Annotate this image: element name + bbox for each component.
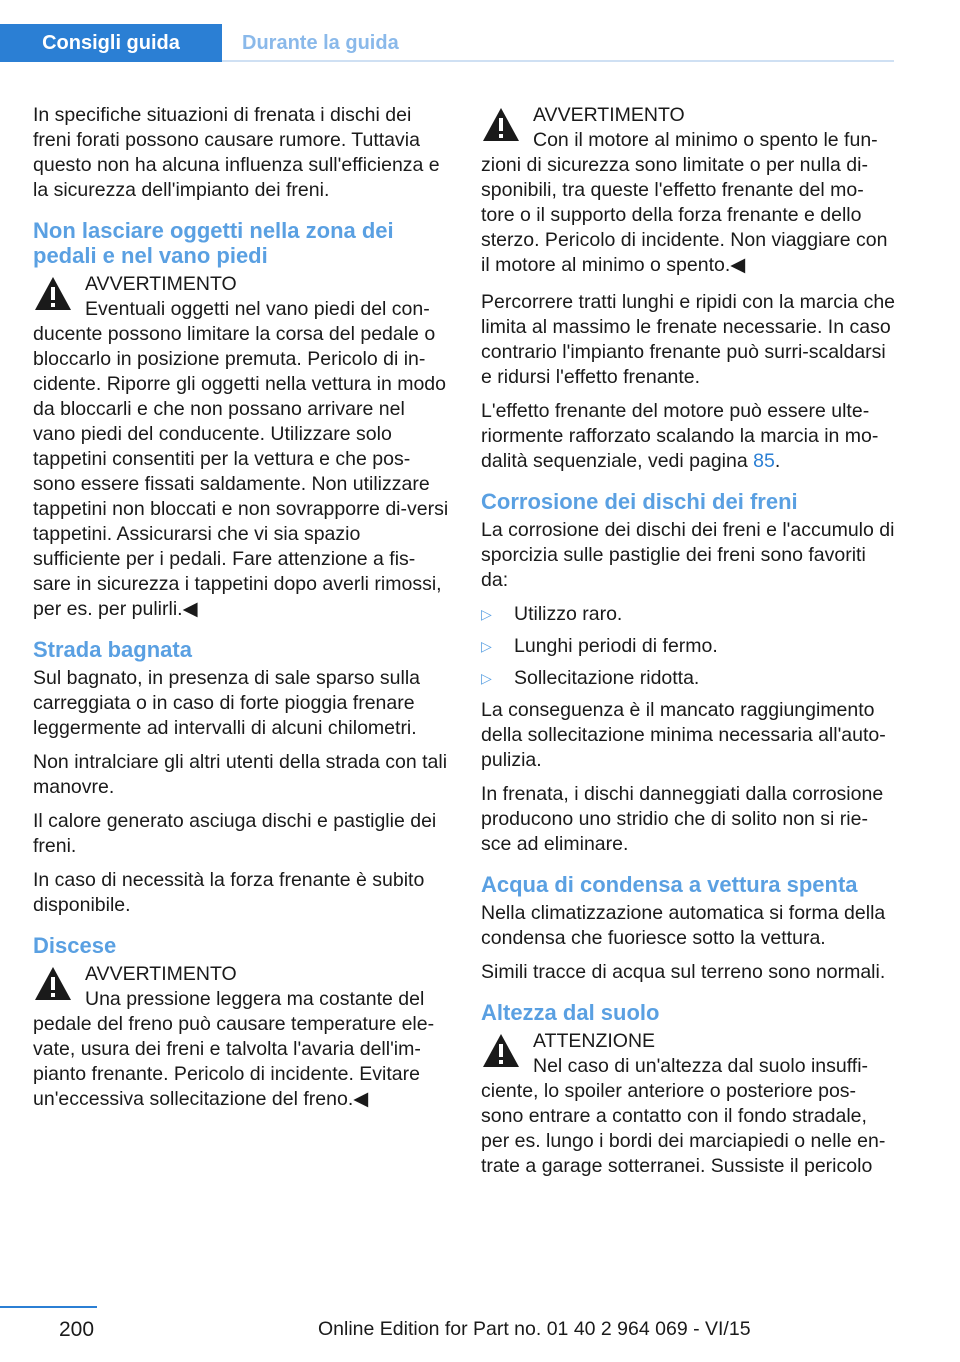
heading-discese: Discese [33,933,117,958]
warning-block [33,962,449,1112]
warning-block [33,272,449,622]
page-link[interactable]: 85 [753,450,775,472]
list-item-text: Utilizzo raro. [514,603,623,625]
list-item [481,602,897,627]
paragraph: La conseguenza è il mancato raggiungimento della sollecitazione minima necessaria all'auto-pulizia. [481,699,886,771]
right-column [481,103,897,1191]
warning-icon [481,106,521,144]
list-item-text: Sollecitazione ridotta. [514,667,700,689]
triangle-bullet-icon: ▷ [481,670,492,686]
triangle-bullet-icon: ▷ [481,606,492,622]
warning-title: AVVERTIMENTO [85,963,237,985]
heading-strada-bagnata: Strada bagnata [33,637,192,662]
heading-corrosione: Corrosione dei dischi dei freni [481,489,798,514]
paragraph-end: . [774,450,781,472]
warning-text: zioni di sicurezza sono limitate o per nulla di-sponibili, tra queste l'effetto frenante del mo-tore o il supporto della forza frenante e dello sterzo. Pericolo di incidente. Non viaggiare con il motore al minimo o spento.◀ [481,154,888,276]
list-item-text: Lunghi periodi di fermo. [514,635,718,657]
paragraph: Non intralciare gli altri utenti della strada con tali manovre. [33,751,448,798]
page-number: 200 [59,1318,95,1341]
header-divider [222,60,894,62]
list-item [481,634,897,659]
warning-text-first: Nel caso di un'altezza dal suolo insuffi- [533,1055,869,1077]
tab-consigli-guida[interactable]: Consigli guida [0,24,222,62]
tab-durante-la-guida[interactable]: Durante la guida [242,31,399,54]
footer-accent-bar [0,1306,97,1308]
warning-title: ATTENZIONE [533,1030,656,1052]
intro-paragraph: In specifiche situazioni di frenata i dischi dei freni forati possono causare rumore. Tuttavia questo non ha alcuna influenza sull'efficienza e la sicurezza dell'impianto dei freni. [33,104,440,201]
triangle-bullet-icon: ▷ [481,638,492,654]
list-item [481,666,897,691]
bullet-list [481,602,897,691]
warning-block [481,103,897,278]
warning-text-first: Una pressione leggera ma costante del [85,988,425,1010]
paragraph: Il calore generato asciuga dischi e pastiglie dei freni. [33,810,437,857]
warning-text: pedale del freno può causare temperature ele-vate, usura dei freni e talvolta l'avaria dell'im-pianto frenante. Pericolo di incidente. Evitare un'eccessiva sollecitazione del freno.◀ [33,1013,435,1110]
left-column [33,103,449,1124]
heading-condensa: Acqua di condensa a vettura spenta [481,872,858,897]
warning-icon [481,1032,521,1070]
paragraph: Nella climatizzazione automatica si forma della condensa che fuoriesce sotto la vettura. [481,902,886,949]
warning-text: ciente, lo spoiler anteriore o posteriore pos-sono entrare a contatto con il fondo stradale, per es. lungo i bordi dei marciapiedi o nelle en-trate a garage sotterranei. Sussiste il pericolo [481,1080,886,1177]
paragraph-with-link [481,399,897,474]
warning-icon [33,965,73,1003]
paragraph: In frenata, i dischi danneggiati dalla corrosione producono uno stridio che di solito non si rie-sce ad eliminare. [481,783,884,855]
heading-pedali: Non lasciare oggetti nella zona dei pedali e nel vano piedi [33,218,394,268]
edition-note: Online Edition for Part no. 01 40 2 964 069 - VI/15 [318,1318,751,1340]
paragraph: Percorrere tratti lunghi e ripidi con la marcia che limita al massimo le frenate necessarie. In caso contrario l'impianto frenante può surri-scaldarsi e ridursi l'effetto frenante. [481,291,896,388]
paragraph: In caso di necessità la forza frenante è subito disponibile. [33,869,425,916]
page-header [0,24,894,62]
warning-block [481,1029,897,1179]
warning-icon [33,275,73,313]
paragraph: Simili tracce di acqua sul terreno sono normali. [481,961,886,983]
warning-title: AVVERTIMENTO [85,273,237,295]
heading-altezza: Altezza dal suolo [481,1000,660,1025]
paragraph: La corrosione dei dischi dei freni e l'accumulo di sporcizia sulle pastiglie dei freni sono favoriti da: [481,519,895,591]
warning-text: ducente possono limitare la corsa del pedale o bloccarlo in posizione premuta. Pericolo di in-cidente. Riporre gli oggetti nella vettura in modo da bloccarli e che non possano arrivare nel vano piedi del conducente. Utilizzare solo tappetini consentiti per la vettura e che pos-sono essere fissati saldamente. Non utilizzare tappetini non bloccati e non sovrapporre di-versi tappetini. Assicurarsi che vi sia spazio sufficiente per i pedali. Fare attenzione a fis-sare in sicurezza i tappetini dopo averli rimossi, per es. per pulirli.◀ [33,323,449,620]
paragraph: Sul bagnato, in presenza di sale sparso sulla carreggiata o in caso di forte pioggia frenare leggermente ad intervalli di alcuni chilometri. [33,667,420,739]
warning-title: AVVERTIMENTO [533,104,685,126]
warning-text-first: Eventuali oggetti nel vano piedi del con- [85,298,430,320]
warning-text-first: Con il motore al minimo o spento le fun- [533,129,878,151]
paragraph-text: L'effetto frenante del motore può essere ulte-riormente rafforzato scalando la marcia in mo-dalità sequenziale, vedi pagina [481,400,879,472]
